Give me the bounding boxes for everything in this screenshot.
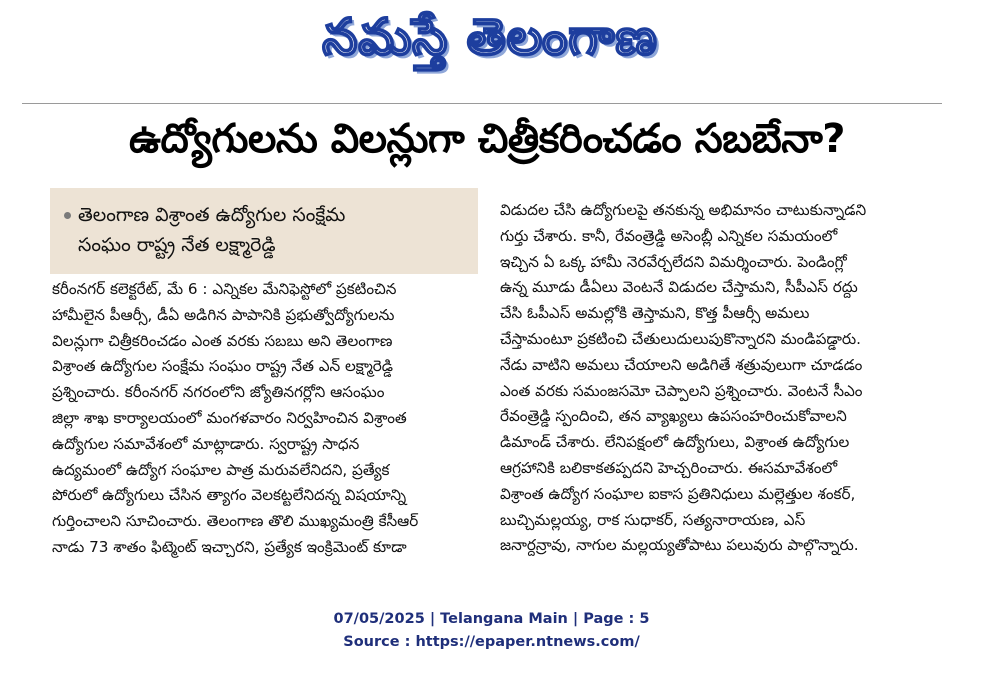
source-link[interactable]: Source : https://epaper.ntnews.com/ xyxy=(343,634,640,650)
article-column-left xyxy=(52,277,482,561)
kicker-line: తెలంగాణ విశ్రాంత ఉద్యోగుల సంక్షేమ xyxy=(78,204,346,226)
masthead-title: నమస్తే తెలంగాణ xyxy=(322,7,658,66)
body-line: హామీలైన పీఆర్సీ, డీఏ అడిగిన పాపానికి ప్రభుత్వోద్యోగులను xyxy=(52,305,395,324)
article-column-right xyxy=(500,198,944,559)
body-line: ఎంత వరకు సమంజసమో చెప్పాలని ప్రశ్నించారు. వెంటనే సీఎం xyxy=(500,381,863,400)
body-line: బుచ్చిమల్లయ్య, రాక సుధాకర్, సత్యనారాయణ, ఎస్ xyxy=(500,510,806,529)
bullet-icon xyxy=(64,212,71,219)
body-line: ఉద్యమంలో ఉద్యోగ సంఘాల పాత్ర మరువలేనిదని, ప్రత్యేక xyxy=(52,460,390,479)
newspaper-masthead xyxy=(290,8,690,78)
body-line: విడుదల చేసి ఉద్యోగులపై తనకున్న అభిమానం చాటుకున్నాడని xyxy=(500,201,867,219)
body-line: ఉద్యోగుల సమావేశంలో మాట్లాడారు. స్వరాష్ట్ర సాధన xyxy=(52,434,360,453)
body-line: ఆగ్రహానికి బలికాకతప్పదని హెచ్చరించారు. ఈసమావేశంలో xyxy=(500,458,838,477)
article-headline: ఉద్యోగులను విలన్లుగా చిత్రీకరించడం సబబేనా? xyxy=(129,116,845,162)
body-line: గుర్తు చేశారు. కానీ, రేవంత్రెడ్డి అసెంబ్లీ ఎన్నికల సమయంలో xyxy=(500,226,838,245)
header-divider xyxy=(22,103,942,104)
body-line: చేసి ఓపీఎస్ అమల్లోకి తెస్తామని, కొత్త పీఆర్సీ అమలు xyxy=(500,304,810,323)
body-line: ప్రశ్నించారు. కరీంనగర్ నగరంలోని జ్యోతినగర్లోని ఆసంఘం xyxy=(52,383,385,402)
body-line: డిమాండ్ చేశారు. లేనిపక్షంలో ఉద్యోగులు, విశ్రాంత ఉద్యోగుల xyxy=(500,433,850,452)
body-line: జనార్దన్రావు, నాగుల మల్లయ్యతోపాటు పలువురు పాల్గొన్నారు. xyxy=(500,536,859,555)
body-line: పోరులో ఉద్యోగులు చేసిన త్యాగం వెలకట్టలేనిదన్న విషయాన్ని xyxy=(52,486,407,505)
body-line: విశ్రాంత ఉద్యోగ సంఘాల ఐకాస ప్రతినిధులు మల్లెత్తుల శంకర్, xyxy=(500,484,856,503)
body-line: నేడు వాటిని అమలు చేయాలని అడిగితే శత్రువులుగా చూడడం xyxy=(500,355,863,374)
body-line: నాడు 73 శాతం ఫిట్మెంట్ ఇచ్చారని, ప్రత్యేక ఇంక్రిమెంట్ కూడా xyxy=(52,537,407,556)
body-line: ఉన్న మూడు డీఏలు వెంటనే విడుదల చేస్తామని, సీపీఎస్ రద్దు xyxy=(500,278,858,297)
body-line: విలన్లుగా చిత్రీకరించడం ఎంత వరకు సబబు అని తెలంగాణ xyxy=(52,331,393,350)
body-line: జిల్లా శాఖ కార్యాలయంలో మంగళవారం నిర్వహించిన విశ్రాంత xyxy=(52,408,407,427)
source-footer xyxy=(0,608,983,654)
body-line: కరీంనగర్ కలెక్టరేట్, మే 6 : ఎన్నికల మేనిఫెస్టోలో ప్రకటించిన xyxy=(52,280,397,298)
body-line: చేస్తామంటూ ప్రకటించి చేతులుదులుపుకొన్నారని మండిపడ్డారు. xyxy=(500,329,861,348)
publication-info: 07/05/2025 | Telangana Main | Page : 5 xyxy=(333,611,650,627)
kicker-line: సంఘం రాష్ట్ర నేత లక్ష్మారెడ్డి xyxy=(78,234,276,256)
body-line: గుర్తించాలని సూచించారు. తెలంగాణ తొలి ముఖ్యమంత్రి కేసీఆర్ xyxy=(52,512,419,531)
body-line: విశ్రాంత ఉద్యోగుల సంక్షేమ సంఘం రాష్ట్ర నేత ఎన్ లక్ష్మారెడ్డి xyxy=(52,357,394,376)
body-line: రేవంత్రెడ్డి స్పందించి, తన వ్యాఖ్యలు ఉపసంహరించుకోవాలని xyxy=(500,407,847,426)
body-line: ఇచ్చిన ఏ ఒక్క హామీ నెరవేర్చలేదని విమర్శించారు. పెండింగ్లో xyxy=(500,252,847,271)
article-kicker xyxy=(50,188,478,274)
